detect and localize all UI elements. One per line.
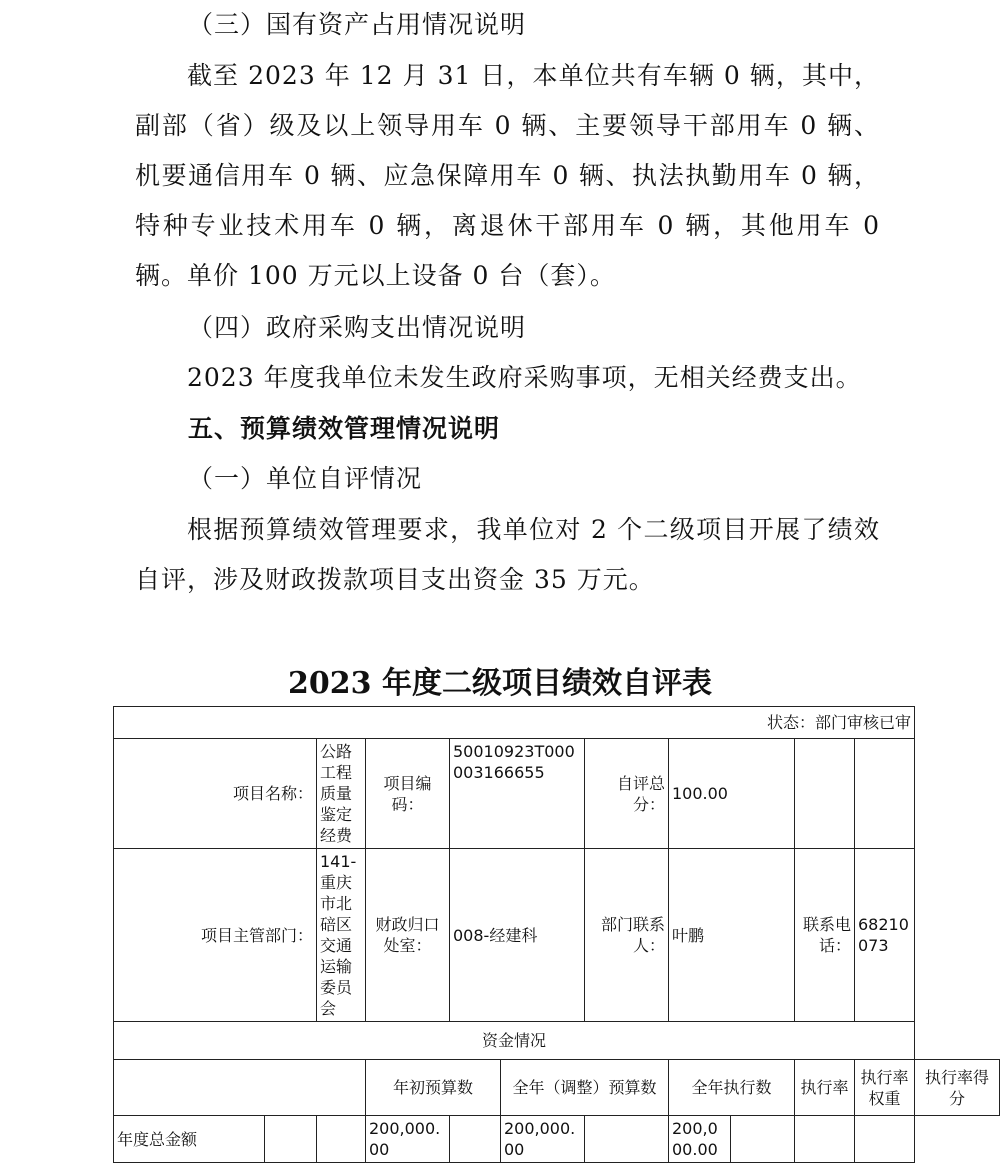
finance-office-value: 008-经建科: [450, 849, 585, 1022]
section-3-paragraph: 截至 2023 年 12 月 31 日，本单位共有车辆 0 辆，其中，副部（省）级及以上领导用车 0 辆、主要领导干部用车 0 辆、机要通信用车 0 辆、应急保障用车 0 辆、执法执勤用车 0 辆，特种专业技术用车 0 辆，离退休干部用车 0 辆，其他用车 0 辆。单价 100 万元以上设备 0 台（套）。: [135, 61, 880, 290]
section-5-heading: 五、预算绩效管理情况说明: [188, 414, 501, 443]
status-cell: 状态：部门审核已审: [114, 707, 915, 739]
col-exec-rate: 执行率: [795, 1060, 855, 1116]
col-executed: 全年执行数: [669, 1060, 795, 1116]
empty-cell: [317, 1116, 366, 1163]
dept-label: 项目主管部门：: [114, 849, 317, 1022]
dept-value: 141-重庆市北碚区交通运输委员会: [317, 849, 366, 1022]
section-5-paragraph: 根据预算绩效管理要求，我单位对 2 个二级项目开展了绩效自评，涉及财政拨款项目支出资金 35 万元。: [135, 515, 880, 594]
col-rate-weight: 执行率权重: [855, 1060, 915, 1116]
table-title: 2023 年度二级项目绩效自评表: [288, 666, 712, 701]
empty-cell: [795, 1116, 855, 1163]
project-code-value: 50010923T000003166655: [450, 739, 585, 849]
phone-value: 68210073: [855, 849, 915, 1022]
project-code-label: 项目编码：: [366, 739, 450, 849]
empty-cell: [795, 739, 855, 849]
performance-table: [113, 706, 1000, 1163]
empty-cell: [450, 1116, 501, 1163]
self-score-label: 自评总分：: [585, 739, 669, 849]
project-name-label: 项目名称：: [114, 739, 317, 849]
total-executed-value: 200,000.00: [669, 1116, 731, 1163]
total-adjusted-value: 200,000.00: [501, 1116, 585, 1163]
project-name-value: 公路工程质量鉴定经费: [317, 739, 366, 849]
section-4-heading: （四）政府采购支出情况说明: [188, 313, 527, 342]
contact-value: 叶鹏: [669, 849, 795, 1022]
col-initial-budget: 年初预算数: [366, 1060, 501, 1116]
empty-cell: [585, 1116, 669, 1163]
section-3-heading: （三）国有资产占用情况说明: [188, 10, 527, 39]
section-4-paragraph: 2023 年度我单位未发生政府采购事项，无相关经费支出。: [187, 363, 862, 392]
empty-cell: [265, 1116, 317, 1163]
total-amount-label: 年度总金额: [114, 1116, 265, 1163]
phone-label: 联系电话：: [795, 849, 855, 1022]
funds-header: 资金情况: [114, 1022, 915, 1060]
empty-cell: [855, 1116, 915, 1163]
empty-cell: [114, 1060, 366, 1116]
col-adjusted-budget: 全年（调整）预算数: [501, 1060, 669, 1116]
empty-cell: [731, 1116, 795, 1163]
empty-cell: [855, 739, 915, 849]
finance-office-label: 财政归口处室：: [366, 849, 450, 1022]
col-rate-score: 执行率得分: [915, 1060, 1000, 1116]
total-initial-value: 200,000.00: [366, 1116, 450, 1163]
section-5-subheading: （一）单位自评情况: [188, 464, 423, 493]
self-score-value: 100.00: [669, 739, 795, 849]
contact-label: 部门联系人：: [585, 849, 669, 1022]
